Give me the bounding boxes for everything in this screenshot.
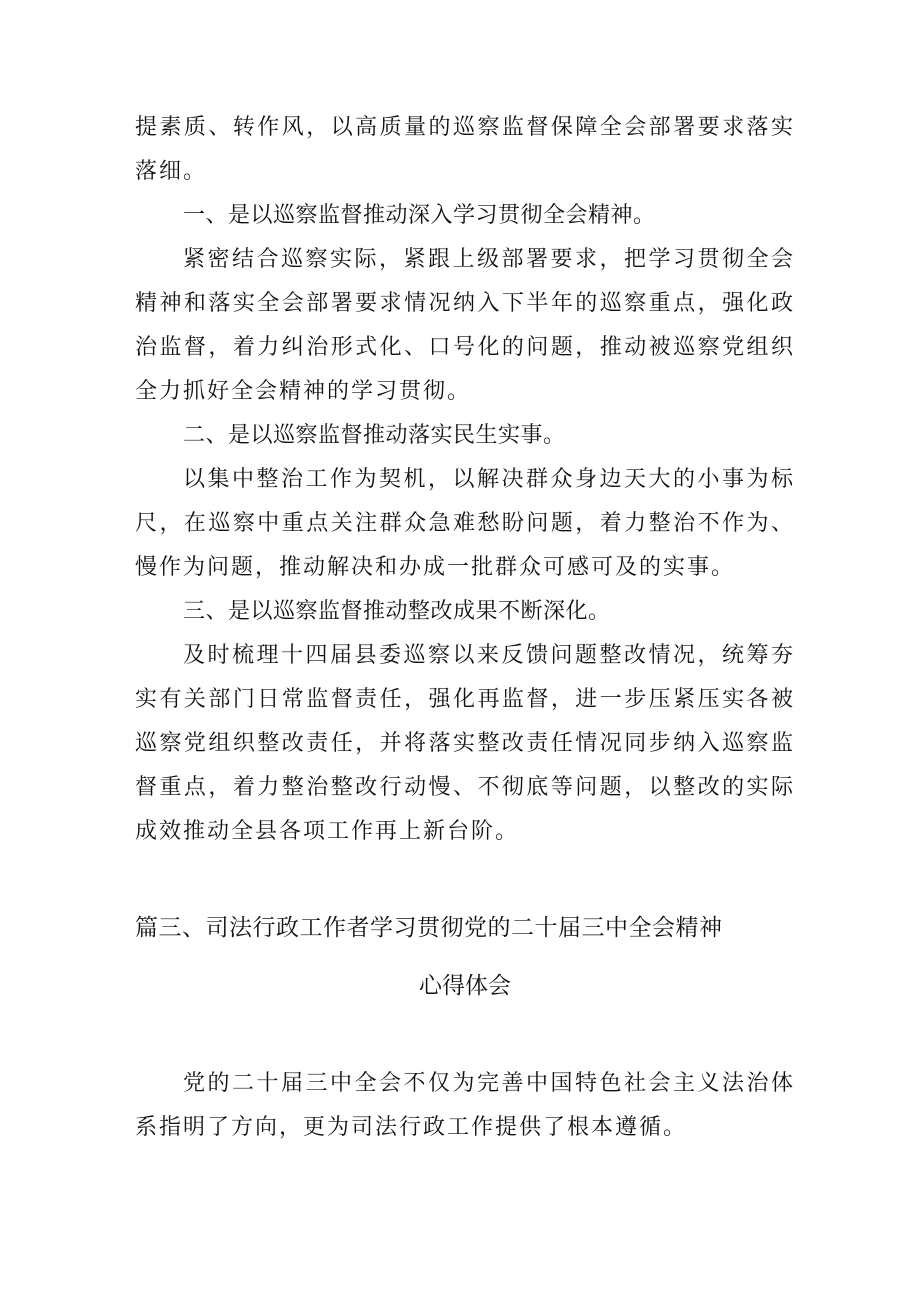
article-title: 篇三、司法行政工作者学习贯彻党的二十届三中全会精神	[135, 915, 723, 941]
section-heading-2: 二、是以巡察监督推动落实民生实事。	[183, 423, 566, 448]
article-heading-block	[135, 906, 795, 950]
section-body-2: 以集中整治工作为契机，以解决群众身边天大的小事为标尺，在巡察中重点关注群众急难愁盼问题，着力整治不作为、慢作为问题，推动解决和办成一批群众可感可及的实事。	[135, 467, 795, 580]
article-subtitle-block	[135, 964, 795, 1008]
section-body-1: 紧密结合巡察实际，紧跟上级部署要求，把学习贯彻全会精神和落实全会部署要求情况纳入下半年的巡察重点，强化政治监督，着力纠治形式化、口号化的问题，推动被巡察党组织全力抓好全会精神的学习贯彻。	[135, 247, 795, 404]
section-heading-3: 三、是以巡察监督推动整改成果不断深化。	[183, 599, 611, 624]
section-heading-1: 一、是以巡察监督推动深入学习贯彻全会精神。	[183, 203, 656, 228]
continuation-paragraph: 提素质、转作风，以高质量的巡察监督保障全会部署要求落实落细。	[135, 115, 795, 184]
article-intro-paragraph: 党的二十届三中全会不仅为完善中国特色社会主义法治体系指明了方向，更为司法行政工作提供了根本遵循。	[135, 1071, 795, 1140]
document-body	[135, 106, 795, 854]
article-subtitle: 心得体会	[419, 973, 511, 999]
article-intro-block	[135, 1062, 795, 1150]
section-body-3: 及时梳理十四届县委巡察以来反馈问题整改情况，统筹夯实有关部门日常监督责任，强化再监督，进一步压紧压实各被巡察党组织整改责任，并将落实整改责任情况同步纳入巡察监督重点，着力整治整改行动慢、不彻底等问题，以整改的实际成效推动全县各项工作再上新台阶。	[135, 643, 795, 844]
